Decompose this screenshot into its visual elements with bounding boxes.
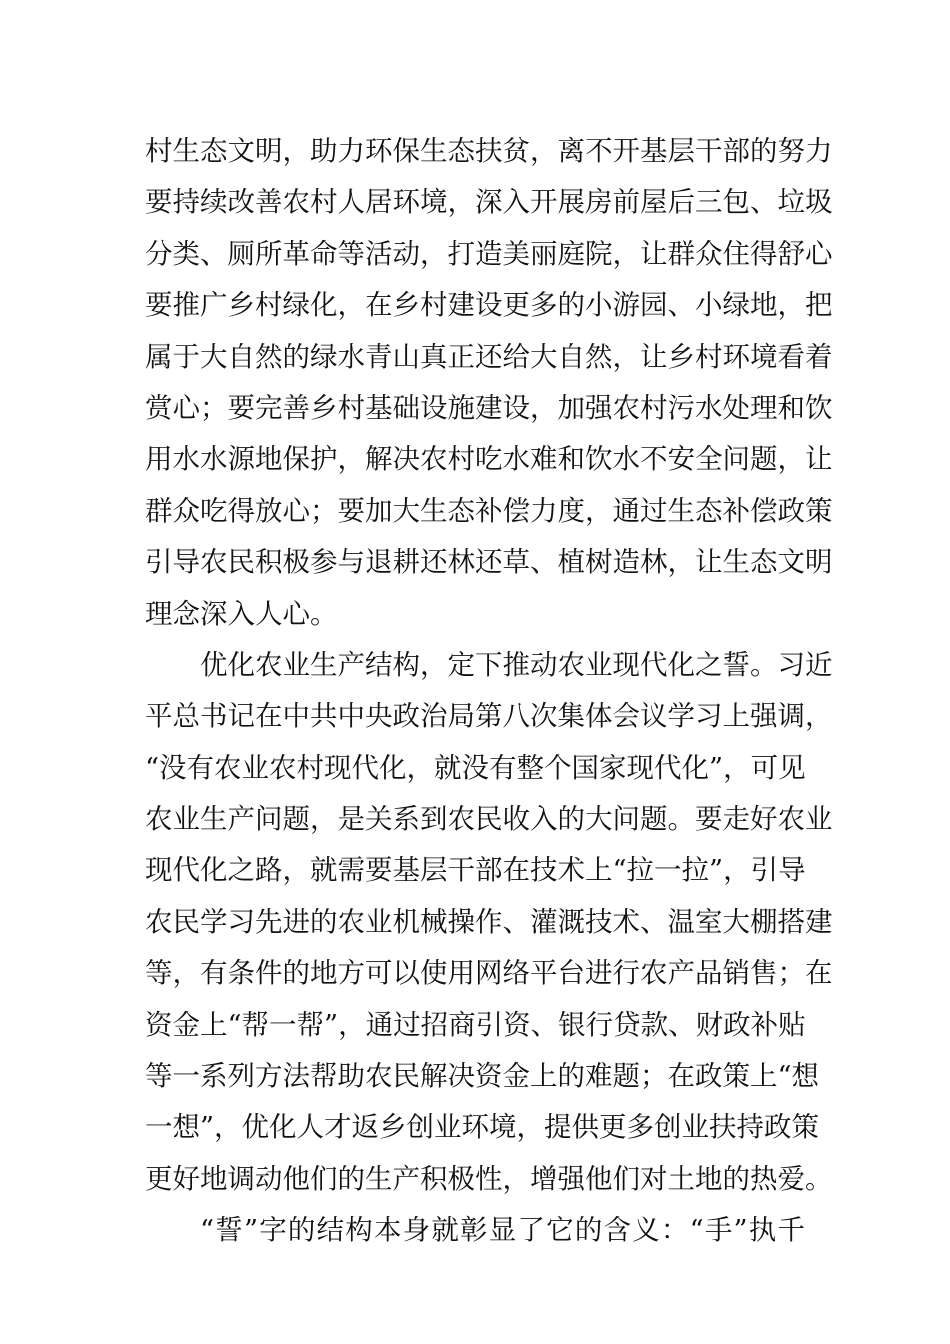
text-line: 属于大自然的绿水青山真正还给大自然，让乡村环境看着 xyxy=(145,340,833,373)
text-line: 农民学习先进的农业机械操作、灌溉技术、温室大棚搭建 xyxy=(145,905,833,938)
text-line: 等，有条件的地方可以使用网络平台进行农产品销售；在 xyxy=(145,957,833,990)
text-line: 等一系列方法帮助农民解决资金上的难题；在政策上“想 xyxy=(145,1060,820,1093)
text-line: 赏心；要完善乡村基础设施建设，加强农村污水处理和饮 xyxy=(145,391,833,424)
text-line: 一想”，优化人才返乡创业环境，提供更多创业扶持政策 xyxy=(145,1111,820,1144)
text-line: 要推广乡村绿化，在乡村建设更多的小游园、小绿地，把 xyxy=(145,289,833,322)
text-line: 分类、厕所革命等活动，打造美丽庭院，让群众住得舒心 xyxy=(145,237,833,270)
text-line: 引导农民积极参与退耕还林还草、植树造林，让生态文明 xyxy=(145,546,833,579)
paragraph-end-line: 理念深入人心。 xyxy=(145,597,338,630)
paragraph-start-line: “誓”字的结构本身就彰显了它的含义：“手”执千 xyxy=(200,1214,805,1247)
text-line: 要持续改善农村人居环境，深入开展房前屋后三包、垃圾 xyxy=(145,186,833,219)
text-line: 现代化之路，就需要基层干部在技术上“拉一拉”，引导 xyxy=(145,854,806,887)
text-line: 平总书记在中共中央政治局第八次集体会议学习上强调， xyxy=(145,700,833,733)
text-line: 村生态文明，助力环保生态扶贫，离不开基层干部的努力 xyxy=(145,135,833,167)
paragraph-end-line: 更好地调动他们的生产积极性，增强他们对土地的热爱。 xyxy=(145,1162,833,1195)
text-line: 农业生产问题，是关系到农民收入的大问题。要走好农业 xyxy=(145,803,833,836)
text-line: 用水水源地保护，解决农村吃水难和饮水不安全问题，让 xyxy=(145,443,833,476)
paragraph-start-line: 优化农业生产结构，定下推动农业现代化之誓。习近 xyxy=(200,648,833,681)
text-line: 资金上“帮一帮”，通过招商引资、银行贷款、财政补贴 xyxy=(145,1008,806,1041)
body-text xyxy=(145,126,833,1257)
text-line: 群众吃得放心；要加大生态补偿力度，通过生态补偿政策 xyxy=(145,494,833,527)
text-line: “没有农业农村现代化，就没有整个国家现代化”，可见 xyxy=(145,751,806,784)
